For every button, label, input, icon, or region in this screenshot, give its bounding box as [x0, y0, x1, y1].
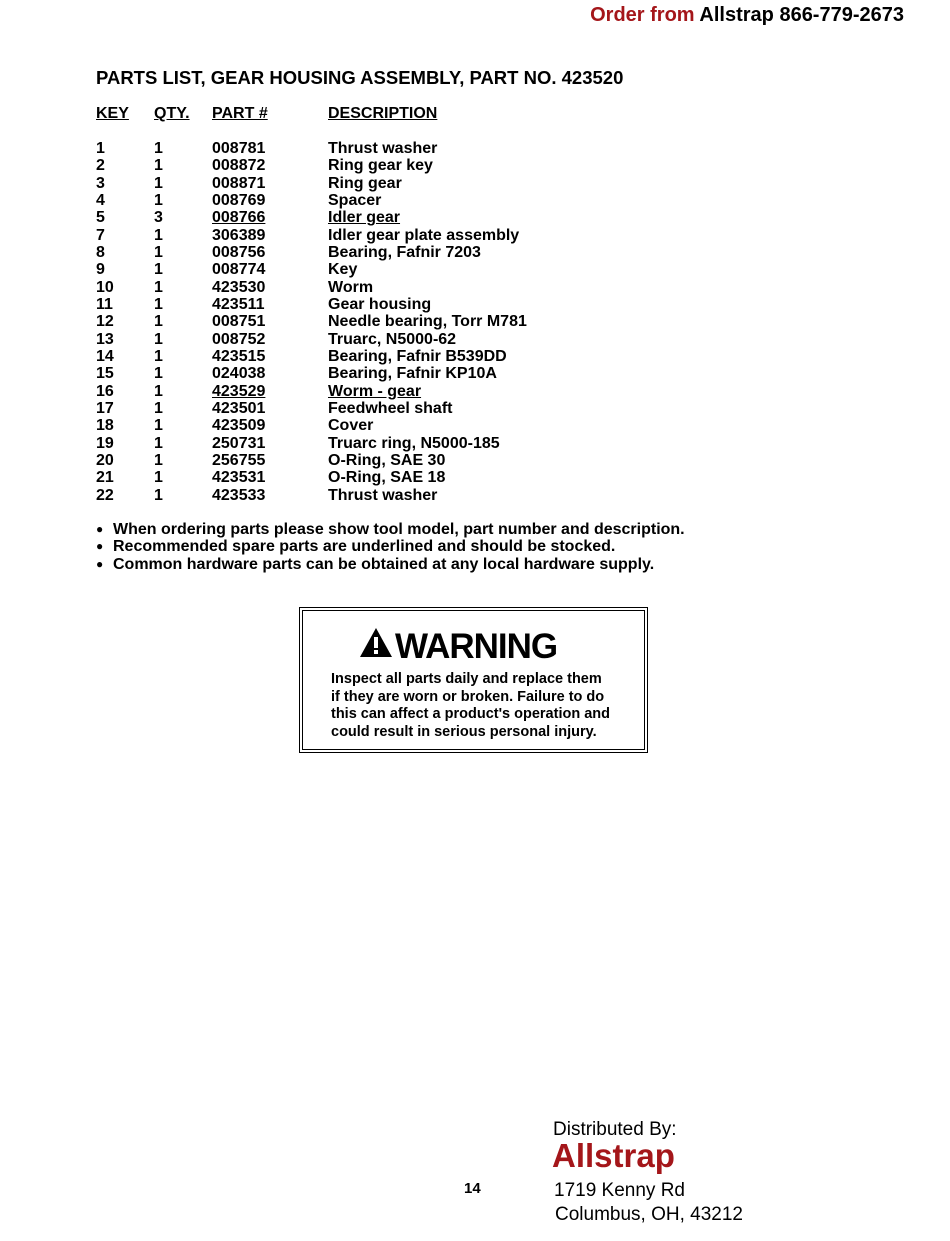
cell-key: 9	[96, 261, 105, 279]
cell-desc: Bearing, Fafnir 7203	[328, 243, 481, 261]
cell-part: 008781	[212, 140, 266, 157]
cell-qty: 1	[154, 417, 163, 435]
table-row	[0, 157, 950, 174]
cell-key: 22	[96, 486, 114, 504]
cell-qty: 1	[154, 278, 163, 296]
warning-line: if they are worn or broken. Failure to do	[331, 688, 605, 705]
cell-key: 16	[96, 382, 114, 400]
cell-qty: 1	[154, 313, 163, 331]
notes-list	[96, 521, 685, 573]
warning-line: this can affect a product's operation and	[331, 706, 610, 722]
cell-desc: Worm - gear	[328, 382, 422, 400]
cell-desc: Worm	[328, 278, 374, 296]
cell-part: 024038	[212, 365, 266, 383]
cell-qty: 1	[154, 451, 163, 469]
cell-part: 306389	[212, 226, 266, 244]
cell-qty: 1	[154, 243, 163, 261]
cell-key: 1	[96, 140, 105, 157]
column-header-part: PART #	[212, 105, 268, 122]
cell-part: 423531	[212, 469, 266, 487]
note-text: When ordering parts please show tool model, part number and description.	[113, 521, 685, 538]
cell-part: 423501	[212, 399, 266, 417]
distributor-logo: Allstrap	[552, 1137, 675, 1174]
table-row	[0, 331, 950, 348]
cell-qty: 1	[154, 347, 163, 365]
table-row	[0, 435, 950, 452]
table-row	[0, 400, 950, 417]
table-row	[0, 261, 950, 278]
table-row	[0, 227, 950, 244]
cell-qty: 1	[154, 399, 163, 417]
cell-part: 250731	[212, 434, 266, 452]
address-line-1: 1719 Kenny Rd	[554, 1180, 685, 1201]
bullet-icon: ●	[96, 539, 104, 554]
table-row	[0, 365, 950, 382]
cell-key: 17	[96, 399, 114, 417]
cell-qty: 1	[154, 365, 163, 383]
table-row	[0, 452, 950, 469]
cell-desc: Key	[328, 261, 358, 279]
cell-part: 423511	[212, 295, 265, 313]
cell-part: 008871	[212, 174, 266, 192]
cell-qty: 1	[154, 486, 163, 504]
page-title: PARTS LIST, GEAR HOUSING ASSEMBLY, PART NO. 423520	[96, 67, 624, 88]
cell-part: 423529	[212, 382, 266, 400]
cell-desc: Truarc, N5000-62	[328, 330, 457, 348]
cell-part: 008752	[212, 330, 266, 348]
cell-desc: Thrust washer	[328, 140, 438, 157]
cell-key: 18	[96, 417, 114, 435]
cell-key: 2	[96, 157, 105, 175]
cell-key: 10	[96, 278, 114, 296]
bullet-icon: ●	[96, 556, 104, 571]
order-phone-line	[590, 4, 904, 27]
cell-desc: Bearing, Fafnir B539DD	[328, 347, 507, 365]
cell-part: 008769	[212, 191, 266, 209]
warning-triangle-icon	[359, 627, 395, 667]
cell-part: 008774	[212, 261, 266, 279]
table-row	[0, 469, 950, 486]
cell-desc: Ring gear	[328, 174, 402, 192]
note-text: Common hardware parts can be obtained at any local hardware supply.	[113, 555, 655, 573]
cell-part: 423515	[212, 347, 266, 365]
note-item	[96, 556, 685, 573]
cell-part: 423533	[212, 486, 266, 504]
cell-desc: O-Ring, SAE 18	[328, 469, 446, 487]
cell-qty: 1	[154, 261, 163, 279]
cell-key: 13	[96, 330, 114, 348]
cell-qty: 1	[154, 174, 163, 192]
note-item	[96, 538, 685, 555]
warning-heading-text: WARNING	[395, 627, 558, 666]
cell-key: 19	[96, 434, 114, 452]
warning-box	[299, 607, 648, 753]
note-item	[96, 521, 685, 538]
cell-part: 008751	[212, 313, 266, 331]
cell-desc: Idler gear plate assembly	[328, 226, 520, 244]
cell-key: 21	[96, 469, 114, 487]
cell-key: 12	[96, 313, 114, 331]
cell-desc: Gear housing	[328, 295, 432, 313]
cell-desc: Feedwheel shaft	[328, 399, 453, 417]
cell-part: 256755	[212, 451, 266, 469]
table-row	[0, 487, 950, 504]
table-row	[0, 279, 950, 296]
cell-desc: Idler gear	[328, 209, 401, 227]
column-header-qty: QTY.	[154, 105, 190, 122]
cell-part: 008756	[212, 243, 266, 261]
table-row	[0, 192, 950, 209]
cell-qty: 1	[154, 434, 163, 452]
order-phone-number: Allstrap 866-779-2673	[699, 4, 904, 26]
cell-key: 8	[96, 243, 105, 261]
cell-desc: Bearing, Fafnir KP10A	[328, 365, 497, 383]
cell-qty: 1	[154, 382, 163, 400]
cell-part: 423530	[212, 278, 266, 296]
table-row	[0, 313, 950, 330]
cell-desc: Cover	[328, 417, 374, 435]
warning-text	[331, 671, 631, 741]
page-number: 14	[464, 1180, 481, 1197]
cell-desc: Needle bearing, Torr M781	[328, 313, 527, 331]
cell-desc: O-Ring, SAE 30	[328, 451, 446, 469]
warning-line: could result in serious personal injury.	[331, 723, 597, 740]
cell-part: 008766	[212, 209, 266, 227]
column-header-key: KEY	[96, 105, 129, 122]
cell-qty: 1	[154, 469, 163, 487]
cell-key: 7	[96, 226, 105, 244]
column-header-description: DESCRIPTION	[328, 105, 438, 122]
cell-key: 20	[96, 451, 114, 469]
cell-key: 3	[96, 174, 105, 192]
cell-key: 11	[96, 295, 113, 313]
cell-qty: 1	[154, 191, 163, 209]
table-row	[0, 140, 950, 157]
cell-qty: 1	[154, 140, 163, 157]
table-row	[0, 348, 950, 365]
note-text: Recommended spare parts are underlined and should be stocked.	[113, 538, 616, 556]
cell-key: 5	[96, 209, 105, 227]
cell-part: 423509	[212, 417, 266, 435]
table-row	[0, 175, 950, 192]
cell-qty: 1	[154, 157, 163, 175]
cell-key: 15	[96, 365, 114, 383]
warning-line: Inspect all parts daily and replace them	[331, 671, 602, 687]
cell-key: 4	[96, 191, 105, 209]
table-row	[0, 296, 950, 313]
cell-desc: Thrust washer	[328, 486, 438, 504]
cell-desc: Ring gear key	[328, 157, 433, 175]
cell-part: 008872	[212, 157, 266, 175]
table-row	[0, 417, 950, 434]
table-row	[0, 244, 950, 261]
cell-qty: 1	[154, 226, 163, 244]
cell-desc: Truarc ring, N5000-185	[328, 434, 500, 452]
bullet-icon: ●	[96, 522, 104, 536]
cell-qty: 1	[154, 295, 163, 313]
order-from-label: Order from	[590, 4, 695, 26]
cell-desc: Spacer	[328, 191, 382, 209]
table-row	[0, 383, 950, 400]
address-line-2: Columbus, OH, 43212	[555, 1204, 743, 1225]
parts-table	[0, 140, 950, 504]
cell-qty: 1	[154, 330, 163, 348]
warning-heading	[359, 627, 557, 667]
distributed-by-label: Distributed By:	[553, 1119, 677, 1140]
cell-key: 14	[96, 347, 114, 365]
cell-qty: 3	[154, 209, 163, 227]
table-row	[0, 209, 950, 226]
